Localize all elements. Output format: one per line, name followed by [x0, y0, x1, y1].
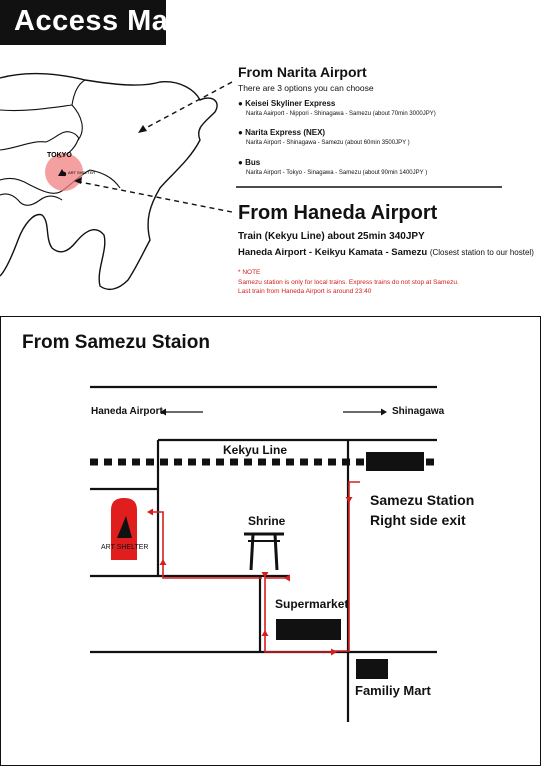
narita-arrowhead — [138, 125, 147, 133]
river-line-3 — [0, 132, 79, 150]
haneda-note-line-1: Samezu station is only for local trains. Express trains do not stop at Samezu. — [238, 279, 459, 286]
tokyo-label: TOKYO — [47, 152, 72, 159]
haneda-direction-label: Haneda Airport — [91, 406, 163, 417]
page-title: Access Map — [14, 5, 187, 37]
narita-heading: From Narita Airport — [238, 64, 367, 80]
haneda-pointer — [80, 182, 232, 212]
narita-option-2: ● Narita Express (NEX) — [238, 128, 326, 137]
coast-line-2 — [0, 194, 62, 205]
supermarket-label: Supermarket — [275, 597, 349, 611]
shrine-label: Shrine — [248, 514, 286, 528]
samezu-map-frame — [0, 316, 541, 766]
narita-route-2: Narita Airport - Shinagawa - Samezu (about 60min 3500JPY ) — [246, 140, 410, 146]
narita-route-3: Narita Airport - Tokyo - Sinagawa - Samezu (about 90min 1400JPY ) — [246, 170, 428, 176]
hostel-map-label: ART SHELTER — [68, 170, 96, 175]
right-exit-label: Right side exit — [370, 512, 466, 528]
samezu-heading: From Samezu Staion — [22, 332, 210, 353]
kekyu-line-label: Kekyu Line — [223, 443, 288, 457]
narita-option-3: ● Bus — [238, 158, 261, 167]
familymart-label: Familiy Mart — [355, 683, 431, 698]
shinagawa-direction-label: Shinagawa — [392, 406, 445, 417]
land-outline — [0, 74, 217, 290]
haneda-heading: From Haneda Airport — [238, 202, 438, 224]
narita-pointer — [142, 82, 232, 130]
narita-subheading: There are 3 options you can choose — [238, 83, 374, 93]
narita-route-1: Narita Aairport - Nippori - Shinagawa - Samezu (about 70min 3000JPY) — [246, 111, 436, 117]
haneda-note-line-2: Last train from Haneda Airport is around 23:40 — [238, 288, 372, 295]
haneda-note-title: * NOTE — [238, 269, 261, 276]
haneda-route: Haneda Airport - Keikyu Kamata - Samezu (Closest station to our hostel) — [238, 247, 534, 258]
narita-option-1: ● Keisei Skyliner Express — [238, 99, 336, 108]
samezu-station-label: Samezu Station — [370, 492, 475, 508]
hostel-map-name: ART SHELTER — [101, 544, 149, 551]
river-line-2 — [72, 80, 85, 105]
haneda-train: Train (Kekyu Line) about 25min 340JPY — [238, 231, 425, 242]
